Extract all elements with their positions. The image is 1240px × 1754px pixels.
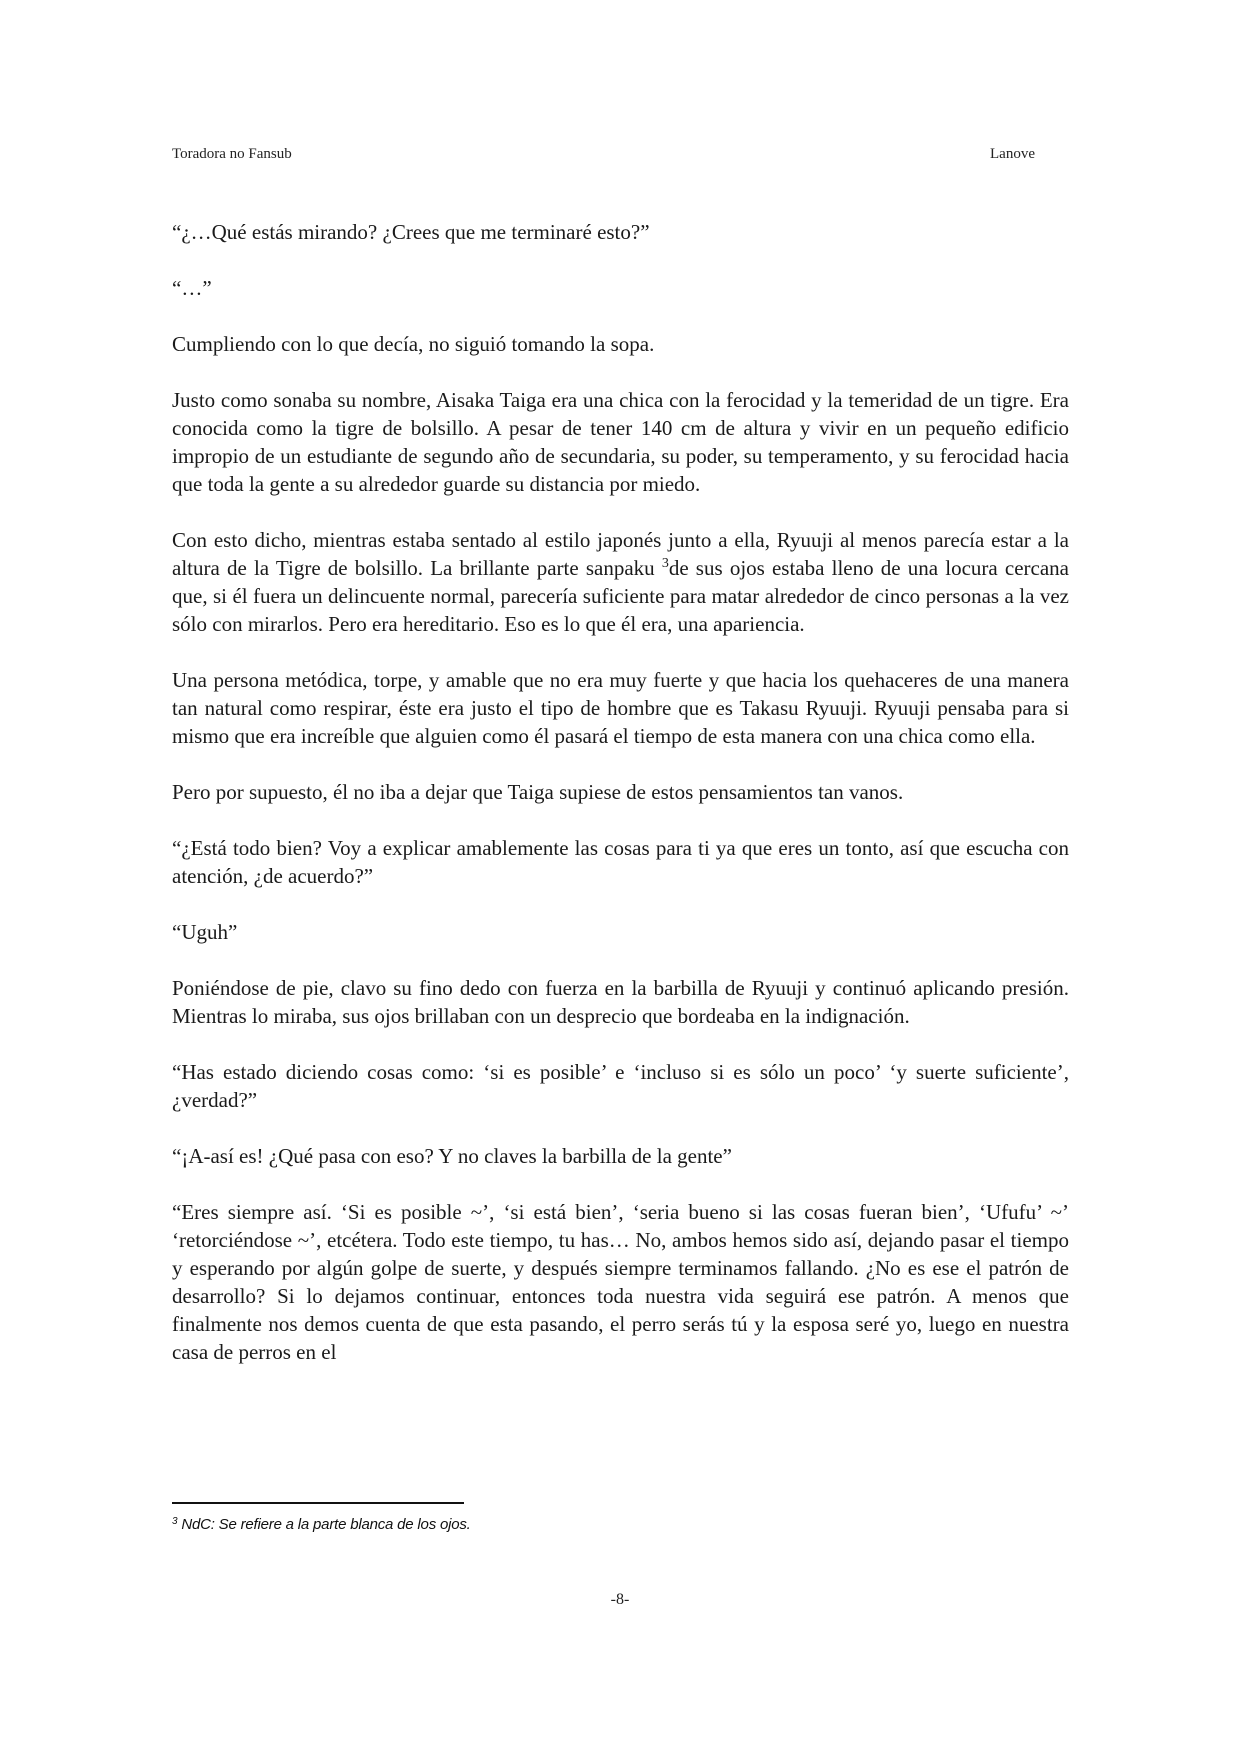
paragraph: “¿…Qué estás mirando? ¿Crees que me terminaré esto?” <box>172 220 650 244</box>
paragraph: “Uguh” <box>172 920 238 944</box>
header-left: Toradora no Fansub <box>172 146 292 162</box>
paragraph: Una persona metódica, torpe, y amable que no era muy fuerte y que hacia los quehaceres de una manera tan natural como respirar, éste era justo el tipo de hombre que es Takasu Ryuuji. Ryuuji pensaba para si mismo que era increíble que alguien como él pasará el tiempo de esta manera con una chica como ella. <box>172 668 1069 748</box>
paragraph-part: Con esto dicho, mientras estaba sentado al estilo japonés junto a ella, Ryuuji al menos parecía estar a la altura de la Tigre de bolsillo. La brillante parte sanpaku <box>172 528 1069 580</box>
paragraph: “…” <box>172 276 212 300</box>
paragraph: “Eres siempre así. ‘Si es posible ~’, ‘si está bien’, ‘seria bueno si las cosas fueran bien’, ‘Ufufu’ ~’ ‘retorciéndose ~’, etcétera. Todo este tiempo, tu has… No, ambos hemos sido así, dejando pasar el tiempo y esperando por algún golpe de suerte, y después siempre terminamos fallando. ¿No es ese el patrón de desarrollo? Si lo dejamos continuar, entonces toda nuestra vida seguirá ese patrón. A menos que finalmente nos demos cuenta de que esta pasando, el perro serás tú y la esposa seré yo, luego en nuestra casa de perros en el <box>172 1200 1069 1364</box>
body-text <box>172 218 1069 1394</box>
paragraph: Cumpliendo con lo que decía, no siguió tomando la sopa. <box>172 332 655 356</box>
page-number: -8- <box>610 1591 630 1608</box>
footnote <box>172 1516 471 1533</box>
paragraph-with-footnote <box>172 526 1069 638</box>
footnote-divider <box>172 1502 464 1504</box>
footnote-number: 3 <box>172 1516 178 1527</box>
footnote-reference: 3 <box>661 556 669 571</box>
footnote-text: NdC: Se refiere a la parte blanca de los ojos. <box>181 1516 471 1533</box>
paragraph: Poniéndose de pie, clavo su fino dedo con fuerza en la barbilla de Ryuuji y continuó aplicando presión. Mientras lo miraba, sus ojos brillaban con un desprecio que bordeaba en la indignación. <box>172 976 1069 1028</box>
header-right: Lanove <box>990 146 1035 162</box>
paragraph: Justo como sonaba su nombre, Aisaka Taiga era una chica con la ferocidad y la temeridad de un tigre. Era conocida como la tigre de bolsillo. A pesar de tener 140 cm de altura y vivir en un pequeño edificio impropio de un estudiante de segundo año de secundaria, su poder, su temperamento, y su ferocidad hacia que toda la gente a su alrededor guarde su distancia por miedo. <box>172 388 1069 496</box>
page-header <box>172 146 1035 163</box>
paragraph: Pero por supuesto, él no iba a dejar que Taiga supiese de estos pensamientos tan vanos. <box>172 780 904 804</box>
paragraph-part: de sus ojos estaba lleno de una locura cercana que, si él fuera un delincuente normal, parecería suficiente para matar alrededor de cinco personas a la vez sólo con mirarlos. Pero era hereditario. Eso es lo que él era, una apariencia. <box>172 556 1069 636</box>
paragraph: “Has estado diciendo cosas como: ‘si es posible’ e ‘incluso si es sólo un poco’ ‘y suerte suficiente’, ¿verdad?” <box>172 1060 1069 1112</box>
paragraph: “¡A-así es! ¿Qué pasa con eso? Y no claves la barbilla de la gente” <box>172 1144 732 1168</box>
paragraph: “¿Está todo bien? Voy a explicar amablemente las cosas para ti ya que eres un tonto, así que escucha con atención, ¿de acuerdo?” <box>172 836 1069 888</box>
